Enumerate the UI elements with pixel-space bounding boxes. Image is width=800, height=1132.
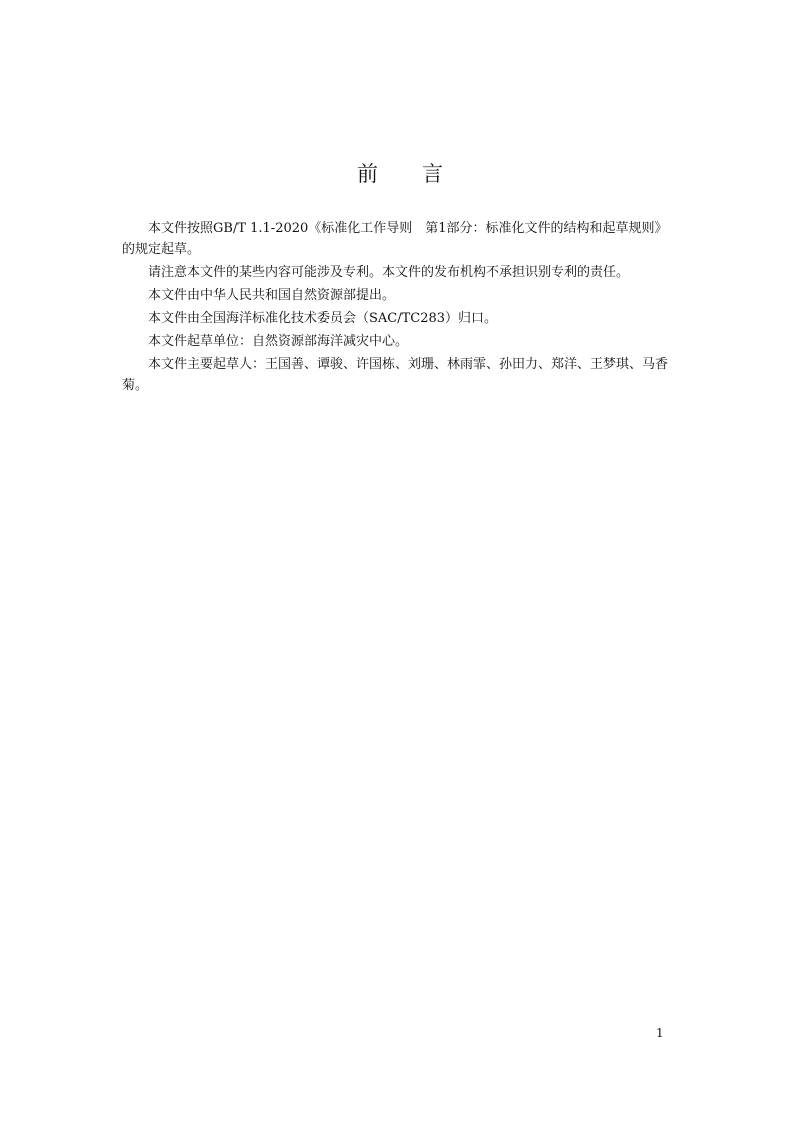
paragraph-drafters: 本文件主要起草人：王国善、谭骏、许国栋、刘珊、林雨霏、孙田力、郑洋、王梦琪、马香菊。 — [122, 357, 669, 393]
page-number: 1 — [656, 1026, 664, 1040]
paragraph-proposer: 本文件由中华人民共和国自然资源部提出。 — [148, 288, 396, 303]
paragraph-drafting-unit: 本文件起草单位：自然资源部海洋减灾中心。 — [148, 334, 409, 349]
foreword-body — [122, 218, 680, 398]
title-char-2: 言 — [422, 162, 443, 186]
paragraph-drafting-rules: 本文件按照GB/T 1.1-2020《标准化工作导则 第1部分：标准化文件的结构和起草规则》的规定起草。 — [122, 221, 668, 257]
title-char-1: 前 — [357, 162, 378, 186]
page-title — [0, 158, 800, 188]
paragraph-technical-committee: 本文件由全国海洋标准化技术委员会（SAC/TC283）归口。 — [148, 311, 498, 326]
paragraph-patent-notice: 请注意本文件的某些内容可能涉及专利。本文件的发布机构不承担识别专利的责任。 — [148, 265, 630, 280]
